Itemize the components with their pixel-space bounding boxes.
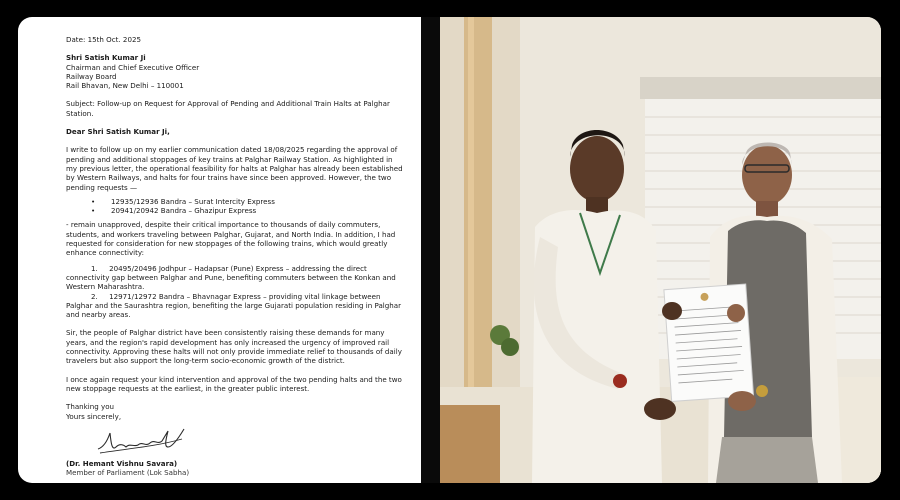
letter-subject: Subject: Follow-up on Request for Approval of Pending and Additional Train Halts at Palghar Station.	[66, 99, 390, 118]
closing-sincerely: Yours sincerely,	[66, 411, 122, 421]
sender-name: (Dr. Hemant Vishnu Savara)	[66, 458, 178, 468]
letter-paragraph-4: I once again request your kind intervention and approval of the two pending halts and the two new stoppage requests at the earliest, in the greater public interest.	[66, 374, 402, 393]
panel-divider	[421, 17, 440, 483]
new-request-item: 2. 12971/12972 Bandra – Bhavnagar Express – providing vital linkage between Palghar and the Saurashtra region, benefiting the large Gujarati population residing in Palghar and nearby areas.	[66, 291, 402, 320]
meeting-photo	[440, 17, 881, 483]
letter-document	[18, 17, 421, 483]
signature	[66, 421, 405, 459]
letter-paragraph-1: I write to follow up on my earlier communication dated 18/08/2025 regarding the approval of pending and additional stoppages of key trains at Palghar Railway Station. As highlighted in my previous letter, the operational feasibility for halts at Palghar has already been established by Western Railways, and halts for four trains have since been approved. However, the two pending requests —	[66, 145, 403, 192]
pending-trains-list	[91, 197, 405, 216]
letter-paragraph-3: Sir, the people of Palghar district have been consistently raising these demands for many years, and the region's rapid development has only increased the urgency of improved rail connectivity. Approving these halts will not only provide immediate relief to thousands of daily travelers but also support the long-term socio-economic growth of the district.	[66, 328, 402, 366]
letter-paragraph-2: - remain unapproved, despite their critical importance to thousands of daily commuters, students, and workers traveling between Palghar, Gujarat, and North India. In addition, I had requested for consideration for new stoppages of the following trains, which would greatly enhance connectivity:	[66, 220, 396, 258]
recipient-name: Shri Satish Kumar Ji	[66, 53, 146, 63]
sender-role: Member of Parliament (Lok Sabha)	[66, 468, 190, 478]
new-request-item: 1. 20495/20496 Jodhpur – Hadapsar (Pune) Express – addressing the direct connectivity gap between Palghar and Pune, benefiting commuters between the Konkan and Western Maharashtra.	[66, 263, 396, 292]
recipient-address: Rail Bhavan, New Delhi – 110001	[66, 81, 184, 91]
meeting-photo-illustration	[440, 17, 881, 483]
signature-icon	[94, 425, 186, 459]
letter-salutation: Dear Shri Satish Kumar Ji,	[66, 127, 170, 137]
letter-date: Date: 15th Oct. 2025	[66, 35, 141, 44]
recipient-org: Railway Board	[66, 71, 117, 81]
recipient-title: Chairman and Chief Executive Officer	[66, 62, 200, 72]
list-item: • 12935/12936 Bandra – Surat Intercity Express	[91, 196, 275, 206]
list-item: • 20941/20942 Bandra – Ghazipur Express	[91, 206, 257, 216]
closing-thanks: Thanking you	[66, 402, 115, 412]
